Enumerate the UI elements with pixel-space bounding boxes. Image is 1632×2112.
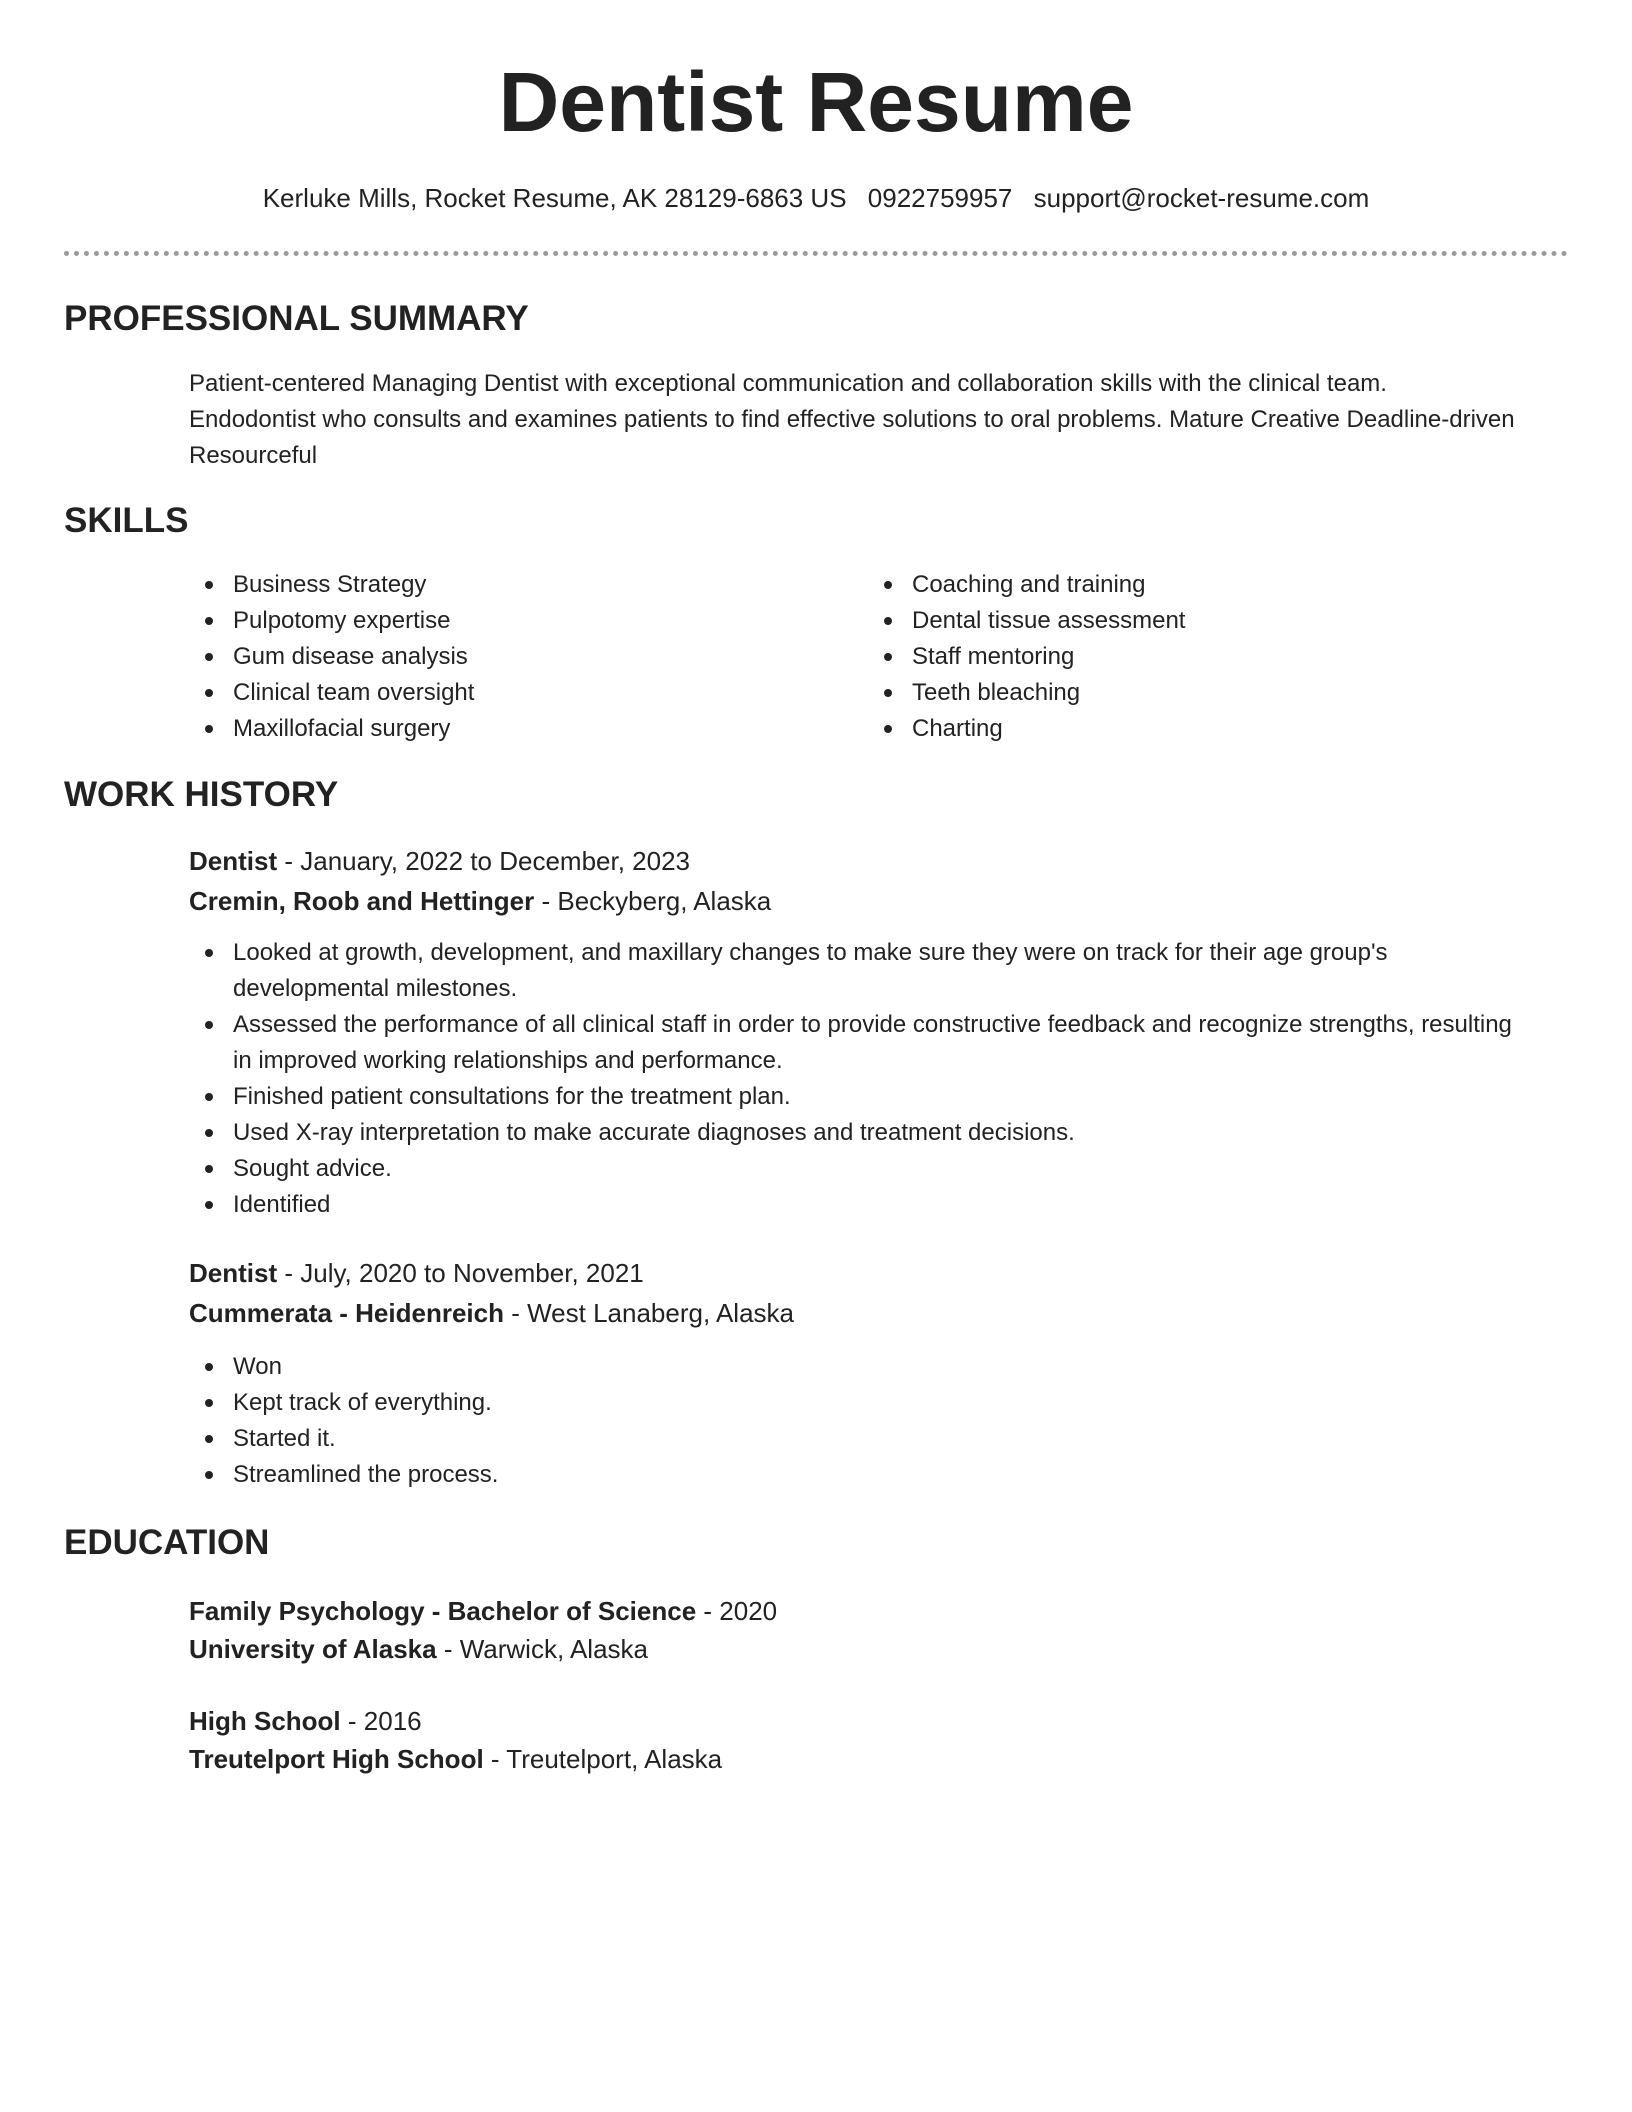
job-bullet: Kept track of everything. <box>189 1385 1519 1421</box>
contact-email: support@rocket-resume.com <box>1033 183 1370 213</box>
skill-item: Teeth bleaching <box>868 675 1508 711</box>
education-location: - Warwick, Alaska <box>436 1634 648 1664</box>
skill-item: Maxillofacial surgery <box>189 711 829 747</box>
job-bullet: Identified <box>189 1187 1519 1223</box>
bullet-icon <box>205 949 213 957</box>
bullet-icon <box>205 1165 213 1173</box>
education-degree: High School <box>189 1706 341 1736</box>
skill-item: Clinical team oversight <box>189 675 829 711</box>
skills-heading: SKILLS <box>64 501 189 540</box>
skill-item: Staff mentoring <box>868 639 1508 675</box>
job-entry <box>189 841 1519 921</box>
education-school-line <box>189 1740 1519 1778</box>
job-title: Dentist <box>189 846 278 876</box>
job-location: - Beckyberg, Alaska <box>534 886 772 916</box>
bullet-icon <box>205 653 213 661</box>
contact-line <box>0 180 1632 216</box>
bullet-icon <box>205 1435 213 1443</box>
education-entry <box>189 1592 1519 1668</box>
header-divider <box>64 251 1568 256</box>
job-company-line <box>189 1293 1519 1333</box>
skill-item: Gum disease analysis <box>189 639 829 675</box>
bullet-icon <box>205 1201 213 1209</box>
bullet-icon <box>205 1399 213 1407</box>
education-degree: Family Psychology - Bachelor of Science <box>189 1596 697 1626</box>
skill-item: Dental tissue assessment <box>868 603 1508 639</box>
bullet-icon <box>205 1021 213 1029</box>
education-year: - 2016 <box>340 1706 422 1736</box>
job-bullets <box>189 1349 1519 1493</box>
job-bullets <box>189 935 1519 1223</box>
job-bullet: Sought advice. <box>189 1151 1519 1187</box>
bullet-icon <box>205 1363 213 1371</box>
skill-item: Pulpotomy expertise <box>189 603 829 639</box>
bullet-icon <box>205 581 213 589</box>
summary-text: Patient-centered Managing Dentist with exceptional communication and collaboration skills with the clinical team. Endodontist who consults and examines patients to find effective solutions to oral problems. Mature Creative Deadline-driven Resourceful <box>189 370 1515 469</box>
bullet-icon <box>884 689 892 697</box>
bullet-icon <box>205 617 213 625</box>
job-bullet: Used X-ray interpretation to make accurate diagnoses and treatment decisions. <box>189 1115 1519 1151</box>
work-heading: WORK HISTORY <box>64 775 339 814</box>
education-heading: EDUCATION <box>64 1523 270 1562</box>
bullet-icon <box>884 653 892 661</box>
skill-item: Charting <box>868 711 1508 747</box>
education-location: - Treutelport, Alaska <box>483 1744 723 1774</box>
contact-phone: 0922759957 <box>867 183 1013 213</box>
skill-item: Coaching and training <box>868 567 1508 603</box>
education-degree-line <box>189 1702 1519 1740</box>
bullet-icon <box>205 1093 213 1101</box>
job-company: Cummerata - Heidenreich <box>189 1298 504 1328</box>
job-title-line <box>189 1253 1519 1293</box>
education-school: University of Alaska <box>189 1634 437 1664</box>
bullet-icon <box>884 617 892 625</box>
education-degree-line <box>189 1592 1519 1630</box>
job-bullet: Finished patient consultations for the treatment plan. <box>189 1079 1519 1115</box>
summary-heading: PROFESSIONAL SUMMARY <box>64 299 529 338</box>
job-bullet: Streamlined the process. <box>189 1457 1519 1493</box>
education-school: Treutelport High School <box>189 1744 484 1774</box>
job-dates: - January, 2022 to December, 2023 <box>277 846 691 876</box>
bullet-icon <box>884 725 892 733</box>
bullet-icon <box>884 581 892 589</box>
education-school-line <box>189 1630 1519 1668</box>
job-title-line <box>189 841 1519 881</box>
job-entry <box>189 1253 1519 1333</box>
job-title: Dentist <box>189 1258 278 1288</box>
skills-list-left <box>189 567 829 747</box>
job-bullet: Started it. <box>189 1421 1519 1457</box>
skills-list-right <box>868 567 1508 747</box>
contact-address: Kerluke Mills, Rocket Resume, AK 28129-6863 US <box>262 183 847 213</box>
job-bullet: Looked at growth, development, and maxillary changes to make sure they were on track for their age group's developmental milestones. <box>189 935 1519 1007</box>
education-year: - 2020 <box>696 1596 778 1626</box>
job-dates: - July, 2020 to November, 2021 <box>277 1258 644 1288</box>
bullet-icon <box>205 1129 213 1137</box>
job-company: Cremin, Roob and Hettinger <box>189 886 535 916</box>
bullet-icon <box>205 1471 213 1479</box>
education-entry <box>189 1702 1519 1778</box>
job-bullet: Assessed the performance of all clinical staff in order to provide constructive feedback and recognize strengths, resulting in improved working relationships and performance. <box>189 1007 1519 1079</box>
bullet-icon <box>205 725 213 733</box>
skill-item: Business Strategy <box>189 567 829 603</box>
bullet-icon <box>205 689 213 697</box>
resume-title: Dentist Resume <box>498 55 1134 149</box>
job-location: - West Lanaberg, Alaska <box>503 1298 794 1328</box>
job-bullet: Won <box>189 1349 1519 1385</box>
job-company-line <box>189 881 1519 921</box>
